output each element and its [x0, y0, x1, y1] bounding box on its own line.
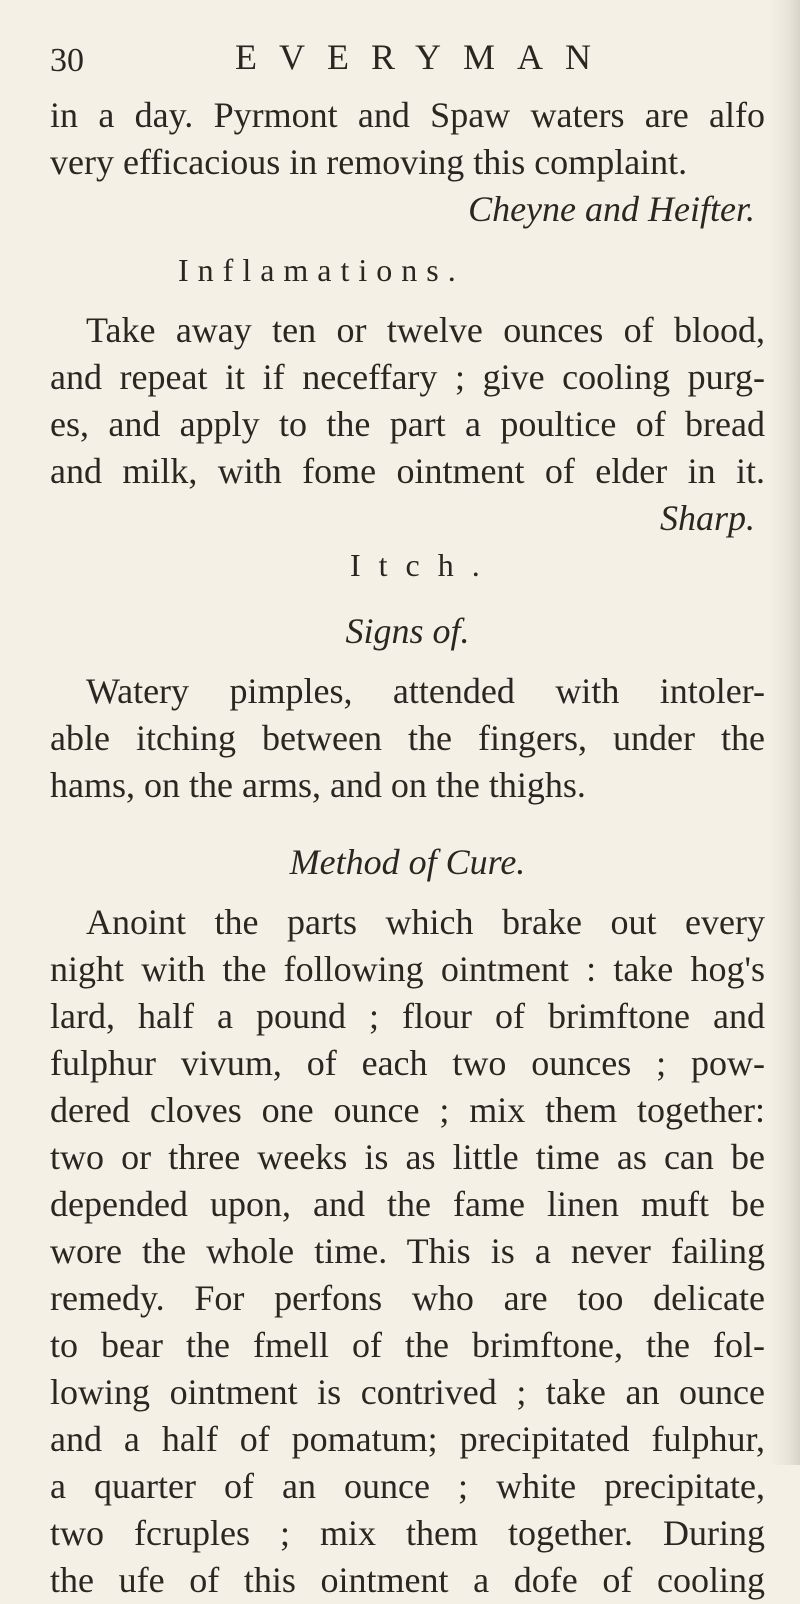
text-line: a quarter of an ounce ; white precipitate, — [50, 1466, 765, 1506]
text-line: in a day. Pyrmont and Spaw waters are alfo — [50, 95, 765, 135]
page-header — [50, 36, 750, 86]
text-line: remedy. For perfons who are too delicate — [50, 1278, 765, 1318]
text-line: es, and apply to the part a poultice of bread — [50, 404, 765, 444]
text-line: lard, half a pound ; flour of brimftone and — [50, 996, 765, 1036]
text-line: depended upon, and the fame linen muft be — [50, 1184, 765, 1224]
text-line: night with the following ointment : take hog's — [50, 949, 765, 989]
text-line: hams, on the arms, and on the thighs. — [50, 765, 586, 805]
text-line: able itching between the fingers, under the — [50, 718, 765, 758]
text-line: Anoint the parts which brake out every — [86, 902, 765, 942]
text-line: Take away ten or twelve ounces of blood, — [86, 310, 765, 350]
text-line: Watery pimples, attended with intoler- — [86, 671, 765, 711]
running-title: EVERYMAN — [235, 37, 614, 77]
text-line: and milk, with fome ointment of elder in it. — [50, 451, 765, 491]
attribution: Sharp. — [659, 498, 755, 538]
subheading-signs: Signs of. — [345, 611, 470, 651]
text-line: and repeat it if neceffary ; give cooling purg- — [50, 357, 765, 397]
text-line: dered cloves one ounce ; mix them together: — [50, 1090, 765, 1130]
page-number: 30 — [50, 42, 84, 79]
section-heading-inflamations: Inflamations. — [178, 252, 465, 288]
text-line: and a half of pomatum; precipitated fulphur, — [50, 1419, 765, 1459]
page-body — [50, 92, 765, 1604]
text-line: wore the whole time. This is a never failing — [50, 1231, 765, 1271]
text-line: the ufe of this ointment a dofe of cooling — [50, 1560, 765, 1600]
attribution: Cheyne and Heifter. — [468, 189, 755, 229]
text-line: very efficacious in removing this complaint. — [50, 142, 688, 182]
text-line: to bear the fmell of the brimftone, the fol- — [50, 1325, 765, 1365]
text-line: two or three weeks is as little time as can be — [50, 1137, 765, 1177]
text-line: two fcruples ; mix them together. During — [50, 1513, 765, 1553]
text-line: lowing ointment is contrived ; take an ounce — [50, 1372, 765, 1412]
text-line: fulphur vivum, of each two ounces ; pow- — [50, 1043, 765, 1083]
subheading-method-of-cure: Method of Cure. — [289, 842, 526, 882]
section-heading-itch: Itch. — [350, 547, 498, 583]
